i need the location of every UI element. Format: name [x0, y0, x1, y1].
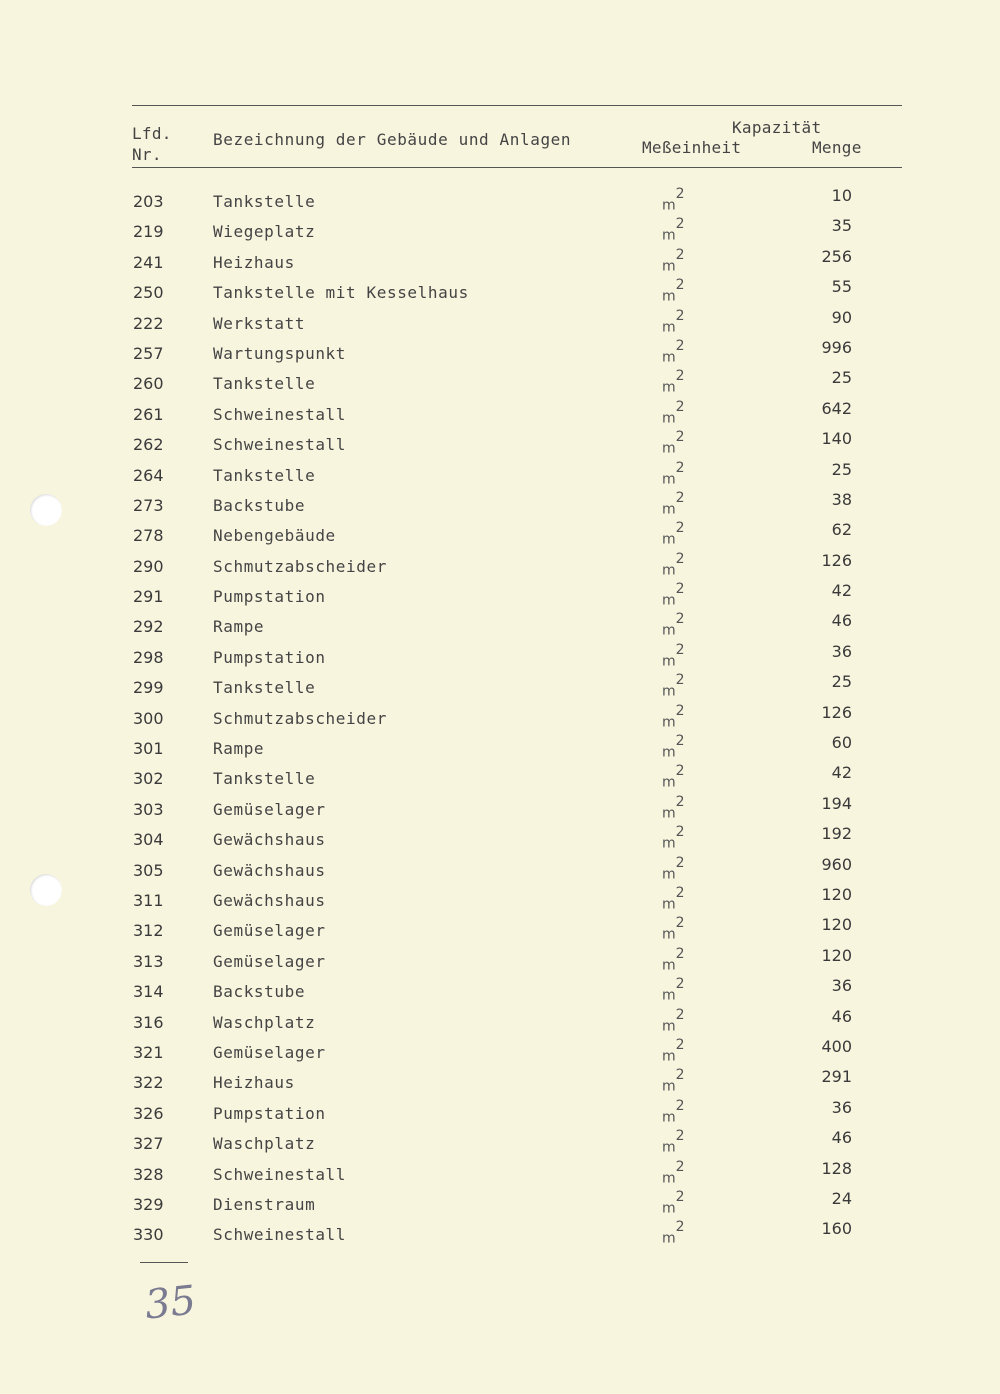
row-bezeichnung: Tankstelle: [213, 678, 316, 698]
row-unit: [662, 884, 685, 913]
row-number: 290: [133, 556, 164, 576]
row-unit: [662, 1036, 685, 1065]
row-unit: [662, 429, 685, 457]
row-number: 322: [133, 1073, 164, 1093]
table-header-rule: [132, 167, 902, 168]
row-bezeichnung: Schmutzabscheider: [213, 708, 387, 728]
table-row: [0, 1219, 1000, 1249]
row-menge: 192: [821, 824, 852, 844]
row-number: 316: [133, 1012, 164, 1032]
row-number: 261: [133, 404, 164, 424]
table-row: [0, 976, 1000, 1006]
table-top-rule: [132, 105, 902, 106]
row-number: 278: [133, 526, 164, 546]
row-menge: 46: [831, 611, 852, 631]
unit-base: m: [662, 835, 676, 852]
row-menge: 194: [821, 793, 852, 813]
row-menge: 400: [821, 1036, 852, 1056]
unit-base: m: [662, 957, 676, 974]
row-bezeichnung: Waschplatz: [213, 1012, 316, 1032]
row-bezeichnung: Gewächshaus: [213, 830, 326, 850]
unit-base: m: [662, 319, 676, 336]
row-bezeichnung: Rampe: [213, 617, 265, 637]
table-row: [0, 1067, 1000, 1097]
unit-base: m: [662, 623, 676, 640]
row-bezeichnung: Gemüselager: [213, 799, 326, 819]
unit-exponent: 2: [675, 277, 685, 294]
unit-exponent: 2: [675, 368, 685, 385]
table-row: [0, 429, 1000, 459]
unit-base: m: [662, 592, 676, 609]
unit-base: m: [662, 1109, 676, 1126]
table-row: [0, 1159, 1000, 1189]
row-number: 299: [133, 678, 164, 698]
row-bezeichnung: Gemüselager: [213, 951, 326, 971]
unit-exponent: 2: [675, 1158, 685, 1175]
row-number: 305: [133, 860, 164, 880]
unit-base: m: [662, 410, 676, 427]
bottom-short-rule: [140, 1262, 188, 1263]
unit-exponent: 2: [675, 186, 685, 202]
unit-exponent: 2: [675, 1188, 685, 1205]
table-row: [0, 915, 1000, 945]
row-bezeichnung: Heizhaus: [213, 1073, 295, 1093]
row-menge: 38: [831, 489, 852, 509]
table-row: [0, 824, 1000, 854]
table-row: [0, 1007, 1000, 1037]
unit-exponent: 2: [675, 945, 685, 962]
table-row: [0, 1037, 1000, 1067]
row-bezeichnung: Heizhaus: [213, 252, 295, 272]
row-number: 250: [133, 283, 164, 303]
table-row: [0, 946, 1000, 976]
row-unit: [662, 277, 685, 305]
table-row: [0, 642, 1000, 672]
row-menge: 126: [821, 550, 852, 570]
row-bezeichnung: Pumpstation: [213, 1103, 326, 1123]
unit-base: m: [662, 349, 676, 366]
row-unit: [662, 733, 685, 761]
row-menge: 62: [831, 520, 852, 540]
row-menge: 291: [821, 1067, 852, 1087]
unit-exponent: 2: [675, 733, 685, 750]
row-number: 326: [133, 1103, 164, 1123]
unit-exponent: 2: [675, 1036, 685, 1053]
header-kapazitaet: Kapazität: [732, 118, 822, 137]
row-number: 222: [133, 313, 164, 333]
row-unit: [662, 307, 685, 336]
unit-exponent: 2: [675, 884, 685, 901]
unit-base: m: [662, 683, 676, 700]
table-row: [0, 490, 1000, 520]
row-menge: 35: [831, 216, 852, 236]
unit-base: m: [662, 501, 676, 518]
table-row: [0, 216, 1000, 246]
row-number: 300: [133, 708, 164, 728]
row-unit: [662, 337, 685, 366]
unit-base: m: [662, 197, 676, 214]
row-menge: 140: [821, 429, 852, 449]
row-unit: [662, 246, 685, 275]
unit-base: m: [662, 653, 676, 670]
row-bezeichnung: Dienstraum: [213, 1194, 316, 1214]
row-menge: 42: [831, 581, 852, 601]
row-number: 329: [133, 1194, 164, 1214]
row-number: 292: [133, 617, 164, 637]
unit-exponent: 2: [675, 1128, 685, 1145]
row-unit: [662, 489, 685, 518]
unit-exponent: 2: [675, 1006, 685, 1023]
row-number: 264: [133, 465, 164, 485]
row-bezeichnung: Backstube: [213, 982, 306, 1002]
row-menge: 60: [831, 733, 852, 753]
row-bezeichnung: Gemüselager: [213, 1042, 326, 1062]
row-bezeichnung: Schweinestall: [213, 1164, 347, 1184]
row-unit: [662, 763, 685, 792]
row-unit: [662, 1067, 685, 1095]
unit-exponent: 2: [675, 641, 685, 658]
unit-exponent: 2: [675, 824, 685, 841]
row-unit: [662, 1188, 685, 1217]
row-unit: [662, 1219, 685, 1247]
table-row: [0, 672, 1000, 702]
table-row: [0, 703, 1000, 733]
table-body: [0, 186, 1000, 1250]
row-bezeichnung: Tankstelle mit Kesselhaus: [213, 283, 469, 303]
unit-exponent: 2: [675, 459, 685, 476]
row-number: 298: [133, 647, 164, 667]
unit-base: m: [662, 714, 676, 731]
row-unit: [662, 793, 685, 822]
unit-base: m: [662, 896, 676, 913]
row-number: 273: [133, 495, 164, 515]
unit-exponent: 2: [675, 337, 685, 354]
table-row: [0, 186, 1000, 216]
unit-base: m: [662, 775, 676, 792]
table-row: [0, 368, 1000, 398]
row-unit: [662, 216, 685, 245]
row-number: 330: [133, 1225, 164, 1245]
row-bezeichnung: Schmutzabscheider: [213, 556, 387, 576]
row-number: 311: [133, 890, 164, 910]
unit-exponent: 2: [675, 854, 685, 871]
table-row: [0, 611, 1000, 641]
row-menge: 90: [831, 307, 852, 327]
row-menge: 642: [821, 398, 852, 418]
table-row: [0, 1098, 1000, 1128]
row-unit: [662, 1097, 685, 1126]
row-number: 304: [133, 830, 164, 850]
table-row: [0, 460, 1000, 490]
row-unit: [662, 641, 685, 670]
table-row: [0, 763, 1000, 793]
unit-exponent: 2: [675, 702, 685, 719]
row-bezeichnung: Tankstelle: [213, 465, 316, 485]
unit-exponent: 2: [675, 246, 685, 263]
row-number: 327: [133, 1134, 164, 1154]
table-row: [0, 733, 1000, 763]
unit-base: m: [662, 258, 676, 275]
row-menge: 55: [831, 277, 852, 297]
row-number: 291: [133, 587, 164, 607]
unit-base: m: [662, 531, 676, 548]
unit-base: m: [662, 1048, 676, 1065]
unit-exponent: 2: [675, 1219, 685, 1236]
row-menge: 128: [821, 1158, 852, 1178]
unit-base: m: [662, 562, 676, 579]
row-unit: [662, 672, 685, 700]
table-row: [0, 247, 1000, 277]
table-row: [0, 277, 1000, 307]
row-number: 313: [133, 951, 164, 971]
row-menge: 10: [831, 186, 852, 205]
row-number: 260: [133, 374, 164, 394]
row-menge: 256: [821, 246, 852, 266]
unit-base: m: [662, 288, 676, 305]
table-row: [0, 855, 1000, 885]
unit-exponent: 2: [675, 489, 685, 506]
row-unit: [662, 854, 685, 883]
row-number: 262: [133, 435, 164, 455]
row-number: 302: [133, 769, 164, 789]
header-bezeichnung: Bezeichnung der Gebäude und Anlagen: [213, 130, 572, 149]
row-unit: [662, 915, 685, 944]
row-unit: [662, 550, 685, 579]
row-unit: [662, 824, 685, 852]
row-unit: [662, 1128, 685, 1156]
unit-base: m: [662, 805, 676, 822]
row-unit: [662, 368, 685, 396]
row-bezeichnung: Gemüselager: [213, 921, 326, 941]
row-menge: 960: [821, 854, 852, 874]
row-unit: [662, 1006, 685, 1035]
row-bezeichnung: Schweinestall: [213, 1225, 347, 1245]
unit-exponent: 2: [675, 398, 685, 415]
row-number: 314: [133, 982, 164, 1002]
row-bezeichnung: Gewächshaus: [213, 890, 326, 910]
row-bezeichnung: Pumpstation: [213, 587, 326, 607]
row-menge: 126: [821, 702, 852, 722]
row-bezeichnung: Tankstelle: [213, 769, 316, 789]
row-menge: 25: [831, 459, 852, 479]
row-bezeichnung: Wartungspunkt: [213, 343, 347, 363]
table-row: [0, 551, 1000, 581]
row-bezeichnung: Werkstatt: [213, 313, 306, 333]
row-bezeichnung: Nebengebäude: [213, 526, 336, 546]
unit-base: m: [662, 1230, 676, 1247]
table-row: [0, 581, 1000, 611]
unit-exponent: 2: [675, 672, 685, 689]
row-number: 312: [133, 921, 164, 941]
unit-base: m: [662, 440, 676, 457]
unit-base: m: [662, 1139, 676, 1156]
unit-exponent: 2: [675, 793, 685, 810]
row-unit: [662, 186, 685, 214]
row-unit: [662, 398, 685, 427]
row-menge: 120: [821, 915, 852, 935]
row-unit: [662, 520, 685, 548]
unit-exponent: 2: [675, 763, 685, 780]
unit-exponent: 2: [675, 1067, 685, 1084]
unit-exponent: 2: [675, 1097, 685, 1114]
row-bezeichnung: Gewächshaus: [213, 860, 326, 880]
table-row: [0, 338, 1000, 368]
row-unit: [662, 945, 685, 974]
row-menge: 42: [831, 763, 852, 783]
row-menge: 25: [831, 672, 852, 692]
unit-base: m: [662, 744, 676, 761]
unit-base: m: [662, 471, 676, 488]
unit-base: m: [662, 228, 676, 245]
unit-exponent: 2: [675, 915, 685, 932]
row-number: 303: [133, 799, 164, 819]
unit-exponent: 2: [675, 550, 685, 567]
row-number: 219: [133, 222, 164, 242]
row-unit: [662, 581, 685, 609]
unit-exponent: 2: [675, 976, 685, 993]
row-number: 203: [133, 192, 164, 211]
unit-base: m: [662, 927, 676, 944]
row-bezeichnung: Schweinestall: [213, 435, 347, 455]
unit-base: m: [662, 1170, 676, 1187]
row-menge: 46: [831, 1006, 852, 1026]
header-menge: Menge: [812, 138, 862, 157]
row-unit: [662, 459, 685, 488]
row-unit: [662, 611, 685, 640]
unit-base: m: [662, 380, 676, 396]
unit-base: m: [662, 1018, 676, 1035]
table-row: [0, 308, 1000, 338]
header-messeinheit: Meßeinheit: [642, 138, 742, 157]
row-menge: 36: [831, 976, 852, 996]
row-bezeichnung: Schweinestall: [213, 404, 347, 424]
row-menge: 24: [831, 1188, 852, 1208]
table-row: [0, 399, 1000, 429]
row-number: 321: [133, 1042, 164, 1062]
row-number: 257: [133, 343, 164, 363]
row-bezeichnung: Backstube: [213, 495, 306, 515]
unit-base: m: [662, 1078, 676, 1095]
table-row: [0, 1189, 1000, 1219]
row-menge: 996: [821, 337, 852, 357]
header-lfd-label: Lfd.: [132, 124, 172, 143]
unit-base: m: [662, 866, 676, 883]
header-nr-label: Nr.: [132, 145, 162, 164]
row-bezeichnung: Tankstelle: [213, 374, 316, 394]
unit-exponent: 2: [675, 429, 685, 446]
unit-exponent: 2: [675, 611, 685, 628]
unit-exponent: 2: [675, 520, 685, 537]
row-menge: 120: [821, 945, 852, 965]
row-unit: [662, 702, 685, 731]
row-number: 328: [133, 1164, 164, 1184]
row-menge: 25: [831, 368, 852, 388]
row-menge: 160: [821, 1219, 852, 1239]
row-menge: 36: [831, 1097, 852, 1117]
unit-exponent: 2: [675, 216, 685, 233]
row-menge: 46: [831, 1128, 852, 1148]
unit-exponent: 2: [675, 581, 685, 598]
row-bezeichnung: Rampe: [213, 739, 265, 759]
header-lfd-nr: [132, 123, 172, 165]
row-bezeichnung: Pumpstation: [213, 647, 326, 667]
row-menge: 36: [831, 641, 852, 661]
row-number: 241: [133, 252, 164, 272]
unit-base: m: [662, 987, 676, 1004]
table-row: [0, 520, 1000, 550]
table-row: [0, 1128, 1000, 1158]
row-unit: [662, 1158, 685, 1187]
row-bezeichnung: Wiegeplatz: [213, 222, 316, 242]
row-bezeichnung: Waschplatz: [213, 1134, 316, 1154]
row-unit: [662, 976, 685, 1004]
unit-exponent: 2: [675, 307, 685, 324]
table-row: [0, 794, 1000, 824]
row-bezeichnung: Tankstelle: [213, 192, 316, 211]
row-menge: 120: [821, 884, 852, 904]
handwritten-page-number: 35: [142, 1277, 199, 1329]
table-row: [0, 885, 1000, 915]
unit-base: m: [662, 1200, 676, 1217]
row-number: 301: [133, 739, 164, 759]
